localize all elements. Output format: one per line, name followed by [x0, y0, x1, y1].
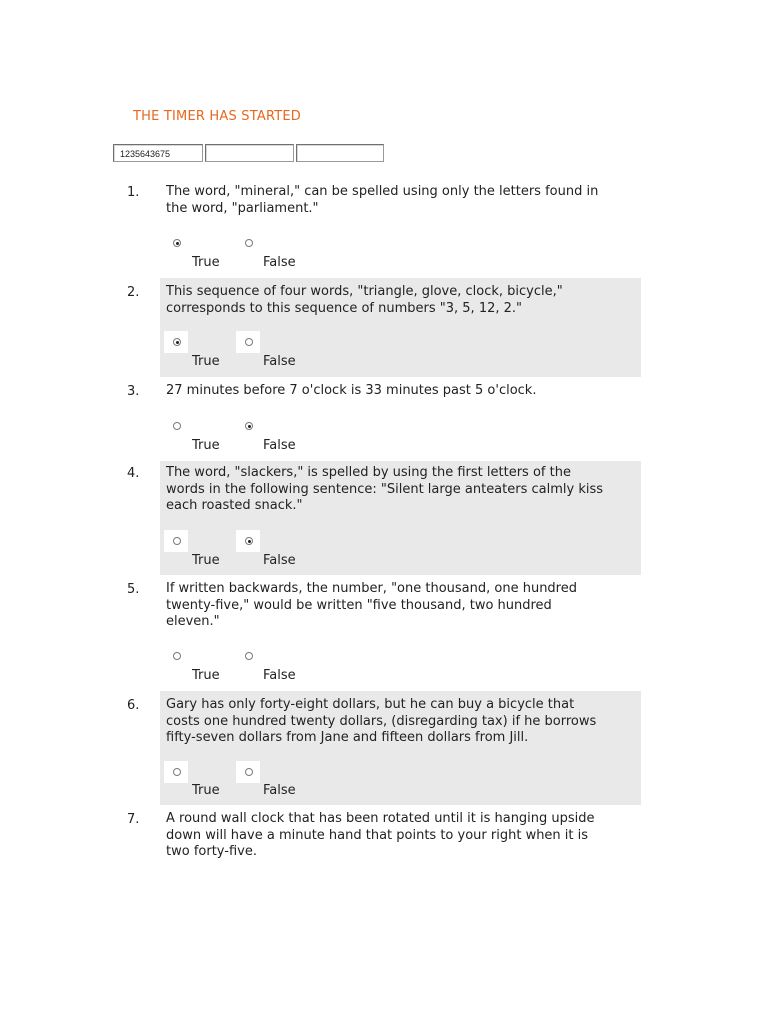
question-number: 5.	[127, 582, 140, 597]
true-radio-cell	[164, 331, 188, 353]
false-label: False	[263, 438, 296, 453]
false-label: False	[263, 354, 296, 369]
true-radio-cell	[164, 530, 188, 552]
true-label: True	[192, 553, 220, 568]
true-label: True	[192, 783, 220, 798]
question-number: 4.	[127, 466, 140, 481]
true-radio[interactable]	[173, 239, 181, 247]
question-3	[127, 379, 641, 459]
false-radio-cell	[236, 645, 260, 667]
question-7	[127, 807, 641, 867]
false-radio-cell	[236, 331, 260, 353]
false-radio-cell	[236, 530, 260, 552]
true-label: True	[192, 438, 220, 453]
question-text: If written backwards, the number, "one thousand, one hundred twenty-five," would be written "five thousand, two hundred eleven."	[166, 581, 577, 629]
question-number: 1.	[127, 185, 140, 200]
false-radio-cell	[236, 761, 260, 783]
question-text: A round wall clock that has been rotated until it is hanging upside down will have a minute hand that points to your right when it is two forty-five.	[166, 811, 595, 859]
timer-title: THE TIMER HAS STARTED	[133, 109, 302, 124]
question-2	[127, 278, 641, 377]
question-text: The word, "slackers," is spelled by using the first letters of the words in the following sentence: "Silent large anteaters calmly kiss each roasted snack."	[166, 465, 604, 513]
true-label: True	[192, 354, 220, 369]
question-text: 27 minutes before 7 o'clock is 33 minutes past 5 o'clock.	[166, 383, 537, 398]
false-radio-cell	[236, 232, 260, 254]
question-6	[127, 691, 641, 805]
question-number: 2.	[127, 285, 140, 300]
timer-field-1[interactable]: 1235643675	[113, 144, 203, 162]
true-radio[interactable]	[173, 768, 181, 776]
question-text: Gary has only forty-eight dollars, but he can buy a bicycle that costs one hundred twenty dollars, (disregarding tax) if he borrows fifty-seven dollars from Jane and fifteen dollars from Jill.	[166, 697, 597, 745]
true-radio-cell	[164, 415, 188, 437]
true-radio-cell	[164, 645, 188, 667]
false-radio[interactable]	[245, 768, 253, 776]
question-number: 6.	[127, 698, 140, 713]
question-1	[127, 180, 641, 276]
true-label: True	[192, 668, 220, 683]
false-radio[interactable]	[245, 338, 253, 346]
question-number: 7.	[127, 812, 140, 827]
true-radio-cell	[164, 232, 188, 254]
question-number: 3.	[127, 384, 140, 399]
question-4	[127, 461, 641, 575]
true-radio[interactable]	[173, 422, 181, 430]
false-label: False	[263, 783, 296, 798]
false-radio-cell	[236, 415, 260, 437]
timer-field-2[interactable]	[205, 144, 294, 162]
true-radio[interactable]	[173, 338, 181, 346]
true-radio-cell	[164, 761, 188, 783]
false-radio[interactable]	[245, 239, 253, 247]
false-label: False	[263, 255, 296, 270]
false-label: False	[263, 668, 296, 683]
false-label: False	[263, 553, 296, 568]
question-text: The word, "mineral," can be spelled using only the letters found in the word, "parliament."	[166, 184, 599, 216]
false-radio[interactable]	[245, 422, 253, 430]
true-radio[interactable]	[173, 537, 181, 545]
question-5	[127, 577, 641, 689]
true-radio[interactable]	[173, 652, 181, 660]
true-label: True	[192, 255, 220, 270]
timer-field-3[interactable]	[296, 144, 384, 162]
false-radio[interactable]	[245, 537, 253, 545]
question-text: This sequence of four words, "triangle, glove, clock, bicycle," corresponds to this sequence of numbers "3, 5, 12, 2."	[166, 284, 563, 316]
false-radio[interactable]	[245, 652, 253, 660]
timer-fields	[113, 144, 386, 164]
